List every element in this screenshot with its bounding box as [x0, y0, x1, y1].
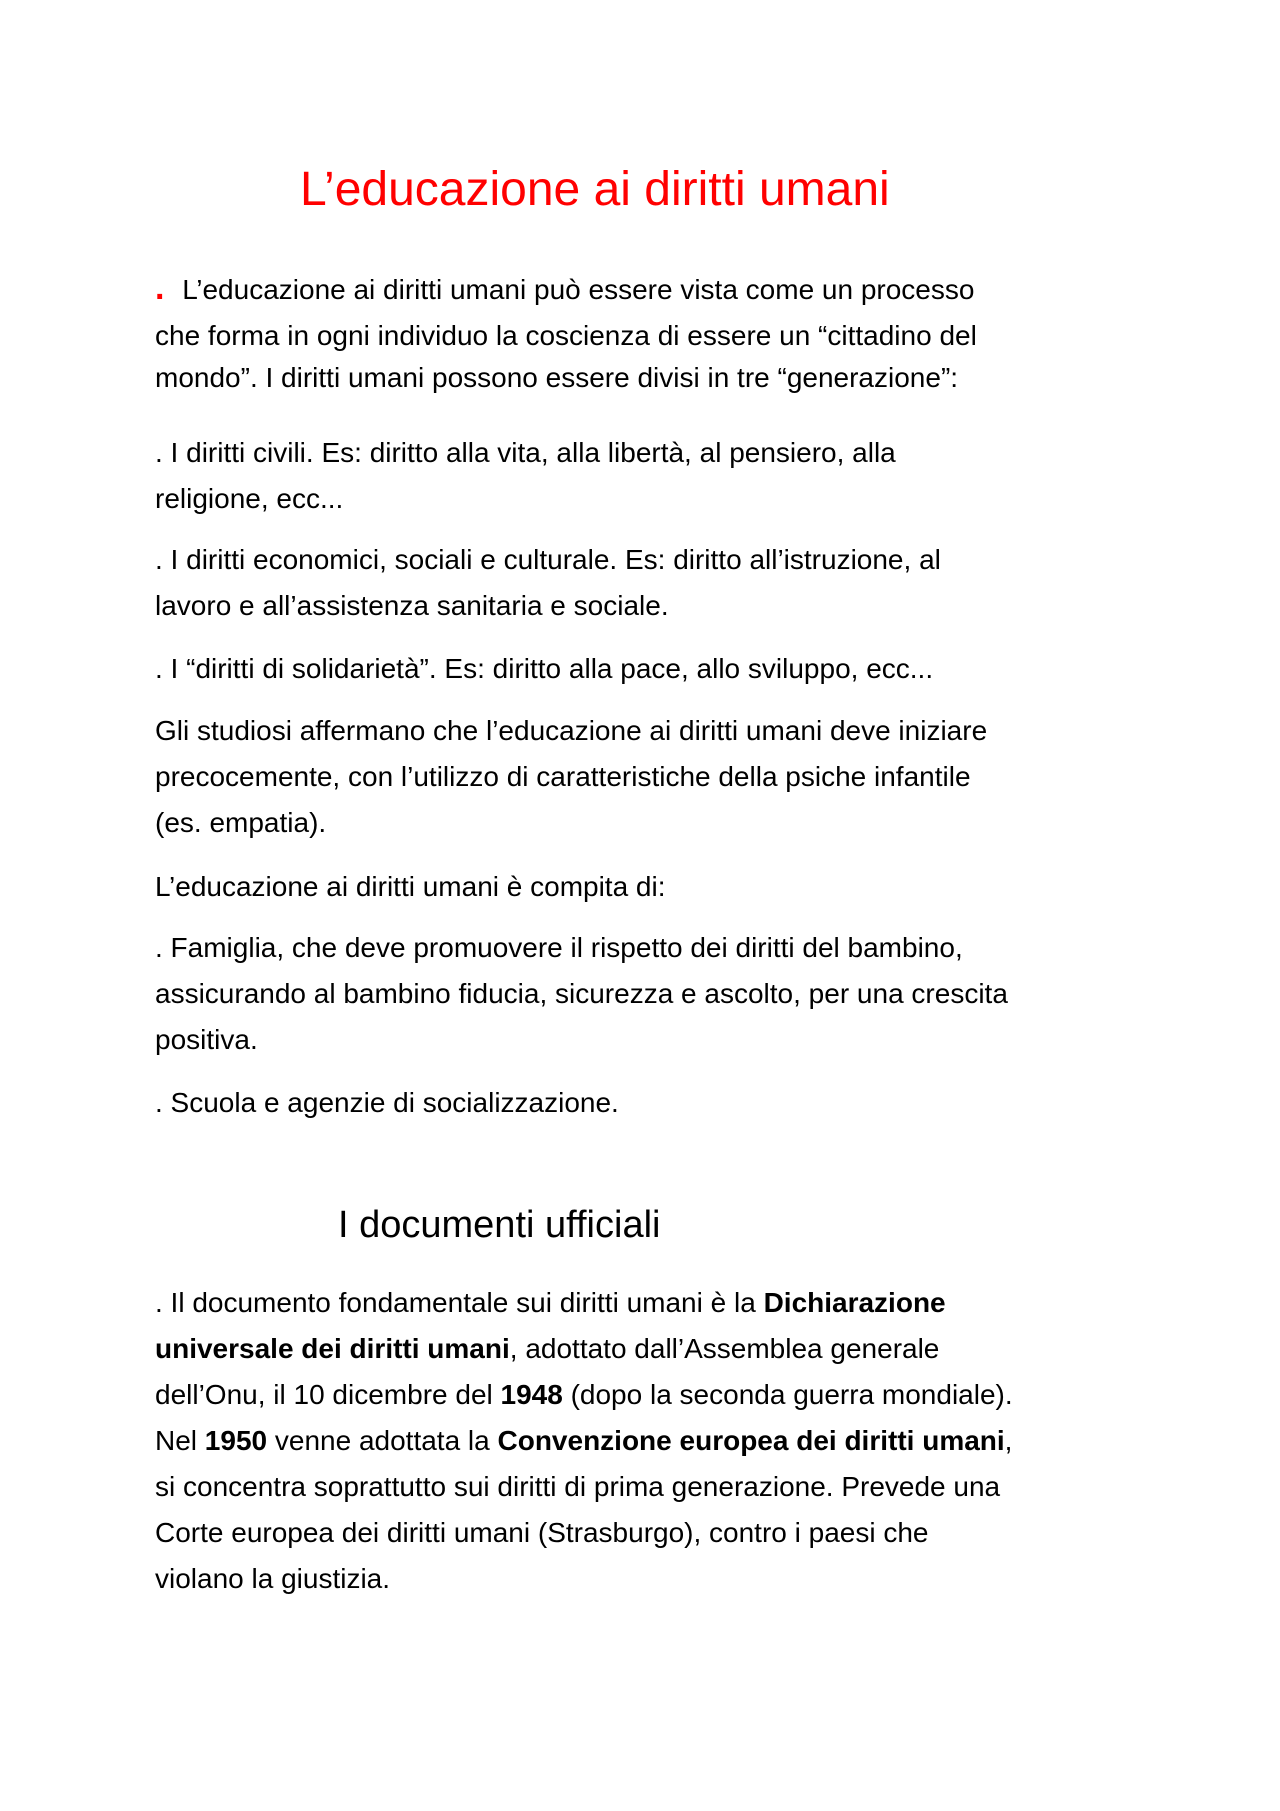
- documents-line-4: [155, 1418, 1135, 1464]
- scholars-paragraph: [155, 708, 1135, 846]
- duty-intro: [155, 864, 1135, 910]
- duty-line: positiva.: [155, 1024, 258, 1055]
- red-bullet: .: [155, 269, 165, 307]
- intro-line-3: mondo”. I diritti umani possono essere divisi in tre “generazione”:: [155, 362, 959, 393]
- documents-text: , adottato dall’Assemblea generale: [509, 1333, 940, 1364]
- documents-bold-text: universale dei diritti umani: [155, 1333, 510, 1364]
- generation-line: lavoro e all’assistenza sanitaria e sociale.: [155, 590, 669, 621]
- documents-text: Nel: [155, 1425, 205, 1456]
- duty-item-family: [155, 925, 1135, 1063]
- generation-line: religione, ecc...: [155, 483, 344, 514]
- documents-line-7: violano la giustizia.: [155, 1563, 391, 1594]
- section-title: I documenti ufficiali: [338, 1204, 661, 1246]
- scholars-line: (es. empatia).: [155, 807, 327, 838]
- documents-text: . Il documento fondamentale sui diritti umani è la: [155, 1287, 764, 1318]
- generation-line: . I “diritti di solidarietà”. Es: diritto alla pace, allo sviluppo, ecc...: [155, 653, 934, 684]
- intro-line-2: che forma in ogni individuo la coscienza di essere un “cittadino del: [155, 320, 977, 351]
- documents-bold-text: Convenzione europea dei diritti umani: [497, 1425, 1005, 1456]
- scholars-line: Gli studiosi affermano che l’educazione ai diritti umani deve iniziare: [155, 715, 988, 746]
- duty-intro-text: L’educazione ai diritti umani è compita di:: [155, 871, 666, 902]
- page-title: L’educazione ai diritti umani: [300, 163, 890, 216]
- documents-bold-year: 1950: [204, 1425, 268, 1456]
- documents-text: (dopo la seconda guerra mondiale).: [562, 1379, 1013, 1410]
- documents-bold-year: 1948: [500, 1379, 563, 1410]
- documents-paragraph: [155, 1280, 1135, 1602]
- intro-line-1: [155, 265, 1135, 313]
- documents-line-5: si concentra soprattutto sui diritti di prima generazione. Prevede una: [155, 1471, 1001, 1502]
- duty-item-school: [155, 1080, 1135, 1126]
- intro-paragraph: [155, 265, 1135, 401]
- documents-line-3: [155, 1372, 1135, 1418]
- documents-text: ,: [1004, 1425, 1013, 1456]
- generation-item-civil: [155, 430, 1135, 522]
- generation-line: . I diritti economici, sociali e culturale. Es: diritto all’istruzione, al: [155, 544, 941, 575]
- documents-text: dell’Onu, il 10 dicembre del: [155, 1379, 501, 1410]
- documents-line-2: [155, 1326, 1135, 1372]
- documents-text: venne adottata la: [267, 1425, 498, 1456]
- scholars-line: precocemente, con l’utilizzo di caratteristiche della psiche infantile: [155, 761, 971, 792]
- intro-text-1: L’educazione ai diritti umani può essere vista come un processo: [182, 274, 975, 305]
- generation-line: . I diritti civili. Es: diritto alla vita, alla libertà, al pensiero, alla: [155, 437, 896, 468]
- documents-bold-text: Dichiarazione: [763, 1287, 946, 1318]
- documents-line-6: Corte europea dei diritti umani (Strasburgo), contro i paesi che: [155, 1517, 929, 1548]
- documents-line-1: [155, 1280, 1135, 1326]
- generation-item-solidarity: [155, 646, 1135, 692]
- duty-line: . Famiglia, che deve promuovere il rispetto dei diritti del bambino,: [155, 932, 963, 963]
- duty-line: . Scuola e agenzie di socializzazione.: [155, 1087, 619, 1118]
- generation-item-economic: [155, 537, 1135, 629]
- duty-line: assicurando al bambino fiducia, sicurezza e ascolto, per una crescita: [155, 978, 1008, 1009]
